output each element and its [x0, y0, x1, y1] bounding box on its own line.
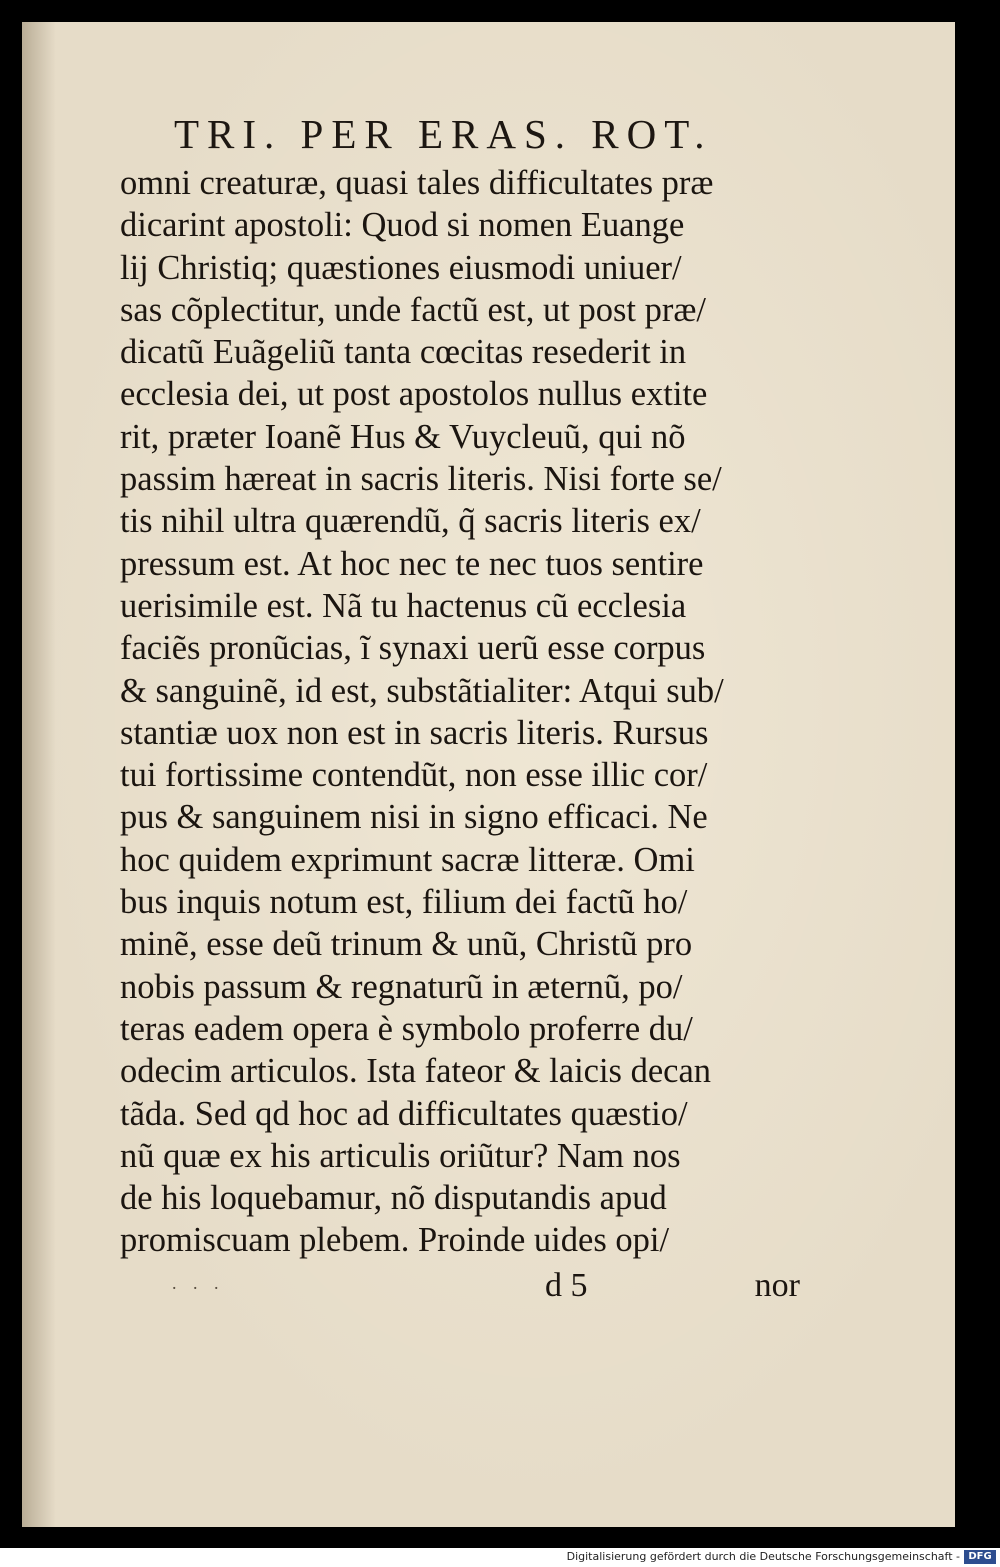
book-page — [22, 22, 955, 1527]
dfg-logo: DFG — [964, 1550, 996, 1564]
text-line: dicarint apostoli: Quod si nomen Euange — [120, 206, 685, 245]
text-line: pressum est. At hoc nec te nec tuos sentire — [120, 544, 704, 583]
text-line: bus inquis notum est, filium dei factũ ho/ — [120, 883, 688, 922]
text-line: dicatũ Euãgeliũ tanta cœcitas resederit in — [120, 333, 687, 372]
text-line: tui fortissime contendũt, non esse illic cor/ — [120, 756, 708, 795]
catchword: nor — [754, 1267, 800, 1304]
text-line: tis nihil ultra quærendũ, q̃ sacris literis ex/ — [120, 502, 701, 541]
page-footer — [120, 1267, 800, 1309]
running-head: TRI. PER ERAS. ROT. — [174, 111, 713, 157]
text-line: uerisimile est. Nã tu hactenus cũ ecclesia — [120, 586, 687, 625]
signature-mark: d 5 — [545, 1267, 588, 1304]
text-line: nũ quæ ex his articulis oriũtur? Nam nos — [120, 1136, 681, 1175]
text-line: & sanguinẽ, id est, substãtialiter: Atqui sub/ — [120, 671, 724, 710]
text-line: minẽ, esse deũ trinum & unũ, Christũ pro — [120, 925, 693, 964]
page-gutter-shadow — [22, 22, 56, 1527]
text-line: de his loquebamur, nõ disputandis apud — [120, 1179, 667, 1218]
text-line: hoc quidem exprimunt sacræ litteræ. Omi — [120, 840, 695, 879]
text-line: tãda. Sed qd hoc ad difficultates quæstio/ — [120, 1094, 688, 1133]
text-line: sas cõplectitur, unde factũ est, ut post præ/ — [120, 290, 706, 329]
body-text — [120, 162, 800, 1262]
text-line: faciẽs pronũcias, ĩ synaxi uerũ esse corpus — [120, 629, 706, 668]
text-line: nobis passum & regnaturũ in æternũ, po/ — [120, 967, 683, 1006]
text-line: passim hæreat in sacris literis. Nisi forte se/ — [120, 460, 722, 499]
text-line: omni creaturæ, quasi tales difficultates præ — [120, 164, 714, 202]
text-line: ecclesia dei, ut post apostolos nullus extite — [120, 375, 708, 414]
text-line: odecim articulos. Ista fateor & laicis decan — [120, 1052, 712, 1091]
text-line: teras eadem opera è symbolo proferre du/ — [120, 1009, 693, 1048]
credit-bar — [0, 1548, 1000, 1567]
text-line: pus & sanguinem nisi in signo efficaci. Ne — [120, 798, 708, 837]
footer-marks: . . . — [172, 1273, 225, 1293]
text-line: stantiæ uox non est in sacris literis. Rursus — [120, 713, 709, 752]
text-line: rit, præter Ioanẽ Hus & Vuycleuũ, qui nõ — [120, 417, 686, 456]
credit-text: Digitalisierung gefördert durch die Deutsche Forschungsgemeinschaft - — [566, 1550, 960, 1563]
text-line: lij Christiq; quæstiones eiusmodi uniuer/ — [120, 248, 682, 287]
text-line: promiscuam plebem. Proinde uides opi/ — [120, 1221, 670, 1260]
